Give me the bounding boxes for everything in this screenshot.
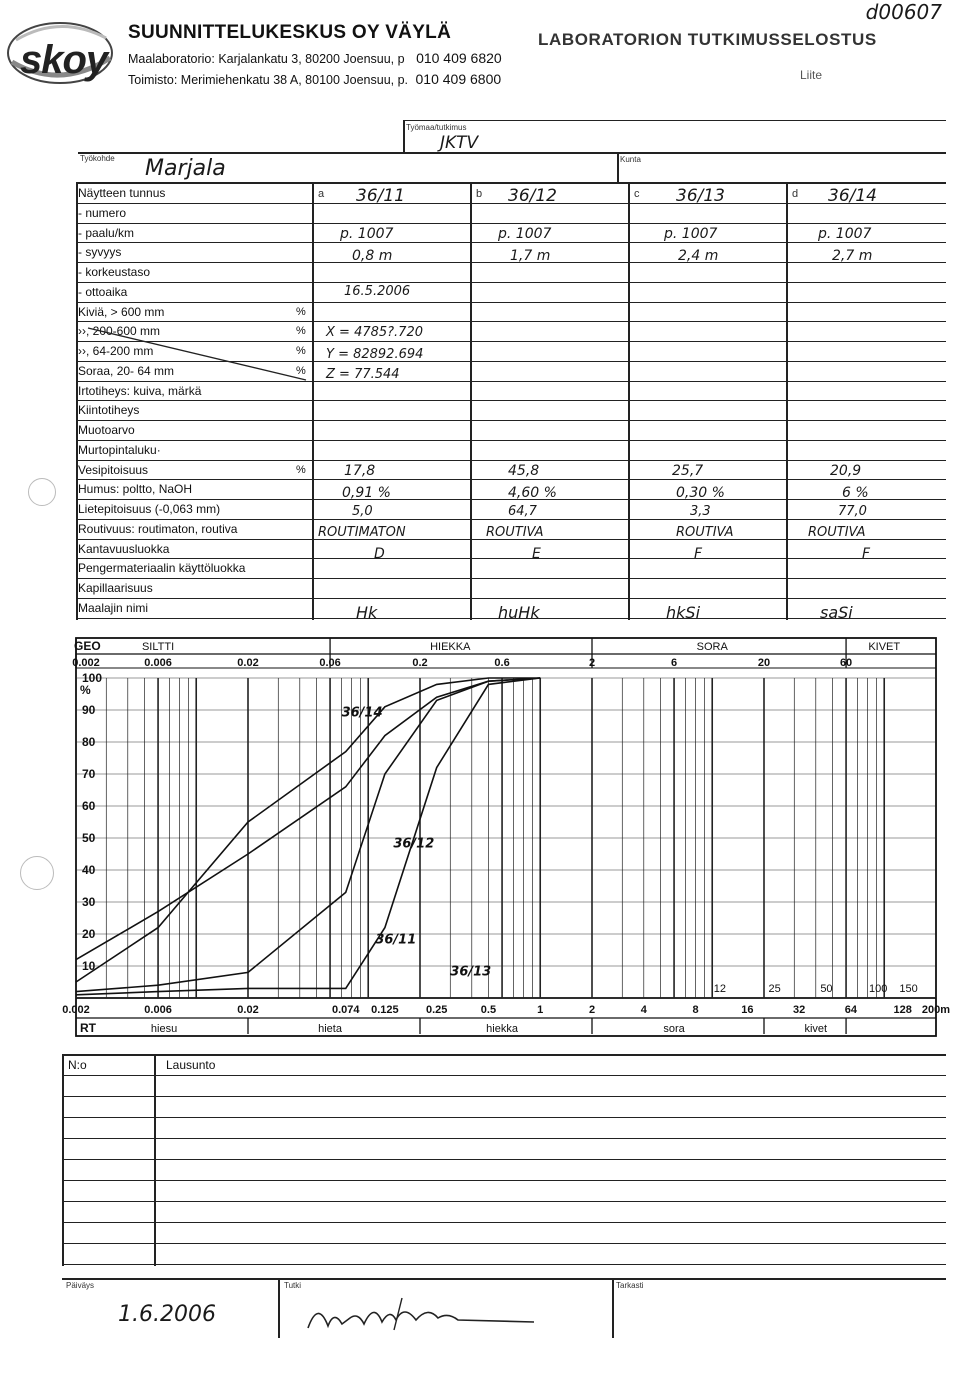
- sample-id-d: 36/14: [828, 186, 877, 206]
- form-row-label: ››, 200-600 mm: [78, 324, 161, 339]
- bottom-tick-label: 0.074: [331, 1004, 360, 1016]
- sampling-date: 16.5.2006: [344, 284, 411, 299]
- humus-b: 4,60 %: [508, 485, 557, 501]
- form-row-label: Humus: poltto, NaOH: [78, 482, 193, 497]
- paalu-b: p. 1007: [498, 226, 552, 242]
- top-group-label: HIEKKA: [430, 641, 471, 653]
- bearing-a: D: [374, 546, 385, 562]
- bottom-tick-label: 2: [588, 1004, 596, 1016]
- bottom-tick-label: 0.125: [371, 1004, 399, 1016]
- form-row-label: - korkeustaso: [78, 265, 151, 279]
- geo-label: GEO: [74, 639, 101, 653]
- top-group-label: SORA: [696, 641, 728, 653]
- form-row-label: Muotoarvo: [78, 423, 135, 437]
- form-row-label: Kapillaarisuus: [78, 581, 153, 595]
- bottom-tick-label: 0.02: [237, 1004, 259, 1016]
- company-name: SUUNNITTELUKESKUS OY VÄYLÄ: [128, 22, 452, 43]
- percent-sign: %: [296, 325, 306, 338]
- lab-address: [128, 50, 502, 66]
- examiner-signature: [298, 1290, 538, 1340]
- statement-line: [62, 1180, 946, 1181]
- municipality-label: Kunta: [620, 155, 641, 164]
- column-letter-c: c: [634, 188, 640, 200]
- frost-b: ROUTIVA: [486, 525, 544, 540]
- bearing-b: E: [532, 546, 541, 562]
- bottom-tick-label: 0.5: [480, 1004, 497, 1016]
- report-title: LABORATORION TUTKIMUSSELOSTUS: [538, 30, 877, 49]
- bearing-c: F: [694, 546, 703, 562]
- form-row-label: - paalu/km: [78, 225, 135, 240]
- office-address-text: Toimisto: Merimiehenkatu 38 A, 80100 Joensuu, p.: [128, 73, 409, 87]
- top-tick-label: 60: [839, 657, 853, 669]
- stone-rows-diagonal: [78, 318, 314, 382]
- bottom-group-label: kivet: [804, 1023, 828, 1035]
- company-logo: [6, 20, 114, 86]
- form-row-line: [76, 460, 946, 461]
- paalu-d: p. 1007: [818, 226, 872, 242]
- attachment-label: Liite: [800, 68, 823, 82]
- bottom-tick-label: 16: [741, 1004, 754, 1016]
- y-tick-label: 60: [82, 799, 96, 813]
- form-row-label: Lietepitoisuus (-0,063 mm): [78, 502, 221, 516]
- assignment-value: JKTV: [440, 133, 479, 153]
- statement-line: [62, 1264, 946, 1265]
- statement-line: [62, 1075, 946, 1076]
- form-row-label: ››, 64-200 mm: [78, 344, 154, 358]
- percent-sign: %: [296, 305, 306, 318]
- top-tick-label: 0.6: [494, 657, 510, 669]
- soil-d: saSi: [820, 603, 853, 622]
- y-tick-label: 30: [82, 895, 96, 909]
- form-row-label: Pengermateriaalin käyttöluokka: [78, 561, 246, 576]
- series-label: 36/13: [450, 964, 492, 980]
- top-group-label: KIVET: [868, 641, 901, 653]
- chart-frame: [76, 638, 936, 1036]
- project-label: Työkohde: [80, 154, 115, 163]
- y-tick-label: 80: [82, 735, 96, 749]
- top-tick-label: 0.006: [144, 657, 172, 669]
- form-row-label: Kiintotiheys: [78, 403, 140, 418]
- assignment-label: Työmaa/tutkimus: [406, 123, 467, 132]
- depth-b: 1,7 m: [510, 248, 551, 264]
- percent-sign: %: [296, 345, 306, 357]
- water-c: 25,7: [672, 463, 704, 479]
- coord-z: Z = 77.544: [326, 367, 400, 382]
- sieve-mark-label: 100: [869, 983, 888, 995]
- project-value: Marjala: [145, 156, 226, 181]
- bottom-tick-label: 0.002: [62, 1004, 90, 1016]
- frost-c: ROUTIVA: [676, 525, 734, 540]
- statement-line: [62, 1117, 946, 1118]
- grading-curve-36-14: [76, 678, 540, 982]
- form-row-label: Näytteen tunnus: [78, 186, 166, 200]
- checker-label: Tarkasti: [616, 1281, 644, 1290]
- bottom-group-label: hiekka: [486, 1023, 518, 1035]
- series-label: 36/11: [375, 932, 417, 948]
- form-row-label: Vesipitoisuus: [78, 462, 149, 477]
- y-tick-label: 90: [82, 703, 96, 717]
- statement-line: [62, 1222, 946, 1223]
- office-phone: 010 409 6800: [415, 71, 502, 87]
- rt-label: RT: [80, 1021, 96, 1035]
- grading-curve-36-12: [76, 678, 540, 960]
- soil-a: Hk: [356, 603, 378, 622]
- humus-c: 0,30 %: [676, 485, 725, 501]
- water-b: 45,8: [508, 463, 540, 479]
- depth-a: 0,8 m: [352, 248, 393, 264]
- punch-hole-bottom: [20, 856, 54, 890]
- top-tick-label: 0.2: [412, 657, 428, 669]
- soil-b: huHk: [498, 603, 540, 622]
- office-address: [128, 71, 501, 87]
- y-tick-label: 50: [82, 831, 96, 845]
- column-letter-d: d: [792, 188, 799, 200]
- top-tick-label: 0.002: [72, 657, 100, 669]
- coord-x: X = 4785?.720: [326, 325, 423, 340]
- bottom-group-label: sora: [663, 1023, 685, 1035]
- grading-curve-36-11: [76, 678, 540, 992]
- humus-a: 0,91 %: [342, 485, 391, 501]
- form-row-line: [76, 578, 946, 579]
- paalu-a: p. 1007: [340, 226, 394, 242]
- column-letter-a: a: [318, 188, 325, 200]
- y-tick-label: 100: [82, 671, 103, 685]
- series-label: 36/12: [393, 836, 435, 852]
- water-a: 17,8: [344, 463, 376, 479]
- lab-phone: 010 409 6820: [416, 50, 502, 66]
- coord-y: Y = 82892.694: [326, 347, 424, 362]
- lab-address-text: Maalaboratorio: Karjalankatu 3, 80200 Joensuu, p: [128, 52, 405, 66]
- bottom-tick-label: 64: [844, 1004, 858, 1016]
- form-row-line: [76, 598, 946, 599]
- no-label: N:o: [68, 1058, 87, 1072]
- sieve-mark-label: 12: [713, 983, 726, 995]
- silt-c: 3,3: [690, 504, 711, 519]
- grading-curve-36-13: [76, 678, 540, 995]
- top-group-label: SILTTI: [141, 641, 175, 653]
- punch-hole-top: [28, 478, 56, 506]
- sample-id-c: 36/13: [676, 186, 725, 206]
- depth-d: 2,7 m: [832, 248, 873, 264]
- form-row-line: [76, 302, 946, 303]
- form-row-line: [76, 420, 946, 421]
- date-value: 1.6.2006: [118, 1302, 216, 1327]
- y-tick-label: 20: [82, 927, 96, 941]
- y-tick-label: 40: [82, 863, 96, 877]
- form-row-label: Irtotiheys: kuiva, märkä: [78, 383, 202, 398]
- document-number: d00607: [865, 0, 942, 24]
- form-row-line: [76, 479, 946, 480]
- percent-sign: %: [296, 364, 306, 377]
- statement-label: Lausunto: [166, 1058, 216, 1072]
- frost-d: ROUTIVA: [808, 525, 866, 540]
- sieve-mark-label: 50: [820, 983, 833, 995]
- bottom-tick-label: 4: [640, 1004, 647, 1016]
- y-tick-label: 70: [82, 767, 96, 781]
- sieve-mark-label: 25: [768, 983, 781, 995]
- logo-text: skoy: [20, 38, 108, 82]
- silt-b: 64,7: [508, 504, 537, 519]
- form-row-line: [76, 282, 946, 283]
- form-row-label: - ottoaika: [78, 284, 128, 299]
- form-row-label: Maalajin nimi: [78, 600, 149, 615]
- form-row-label: Murtopintaluku·: [78, 442, 161, 457]
- statement-line: [62, 1096, 946, 1097]
- column-letter-b: b: [476, 188, 483, 200]
- top-tick-label: 2: [588, 657, 596, 669]
- bottom-tick-label: 128: [893, 1004, 912, 1016]
- form-row-line: [76, 440, 946, 441]
- top-tick-label: 6: [671, 657, 678, 669]
- statement-line: [62, 1243, 946, 1244]
- bottom-tick-label: 0.006: [144, 1004, 172, 1016]
- form-row-label: - syvyys: [78, 245, 122, 260]
- bottom-group-label: hieta: [318, 1023, 342, 1035]
- bearing-d: F: [862, 546, 871, 562]
- form-row-label: Kiviä, > 600 mm: [78, 304, 165, 319]
- y-tick-label: 10: [82, 959, 96, 973]
- y-axis-unit: %: [80, 683, 91, 697]
- top-tick-label: 0.06: [319, 657, 341, 669]
- form-row-line: [76, 242, 946, 243]
- frost-a: ROUTIMATON: [318, 525, 406, 540]
- bottom-tick-label: 1: [537, 1004, 544, 1016]
- top-tick-label: 0.02: [237, 657, 259, 669]
- bottom-tick-label: 8: [692, 1004, 699, 1016]
- sieve-mark-label: 150: [899, 983, 918, 995]
- form-row-label: Routivuus: routimaton, routiva: [78, 521, 238, 536]
- statement-line: [62, 1159, 946, 1160]
- form-row-line: [76, 223, 946, 224]
- paalu-c: p. 1007: [664, 226, 718, 242]
- silt-d: 77,0: [838, 504, 867, 519]
- bottom-group-label: hiesu: [150, 1023, 178, 1035]
- examiner-label: Tutki: [284, 1281, 302, 1290]
- sample-id-b: 36/12: [508, 186, 557, 206]
- form-row-label: Kantavuusluokka: [78, 541, 170, 556]
- silt-a: 5,0: [352, 504, 373, 519]
- form-row-label: - numero: [78, 205, 127, 220]
- sample-id-a: 36/11: [356, 186, 405, 206]
- statement-line: [62, 1201, 946, 1202]
- series-label: 36/14: [341, 705, 383, 721]
- bottom-tick-label: 0.25: [425, 1004, 448, 1016]
- form-row-line: [76, 400, 946, 401]
- percent-sign: %: [296, 463, 306, 476]
- date-label: Päiväys: [66, 1281, 95, 1290]
- bottom-tick-label: 200m: [921, 1004, 951, 1016]
- form-row-label: Soraa, 20- 64 mm: [78, 363, 175, 378]
- soil-c: hkSi: [666, 603, 701, 622]
- depth-c: 2,4 m: [678, 248, 719, 264]
- top-tick-label: 20: [757, 657, 771, 669]
- grain-size-chart: [62, 636, 960, 1048]
- form-row-line: [76, 558, 946, 559]
- water-d: 20,9: [830, 463, 862, 479]
- humus-d: 6 %: [842, 485, 869, 501]
- bottom-tick-label: 32: [792, 1004, 806, 1016]
- statement-line: [62, 1138, 946, 1139]
